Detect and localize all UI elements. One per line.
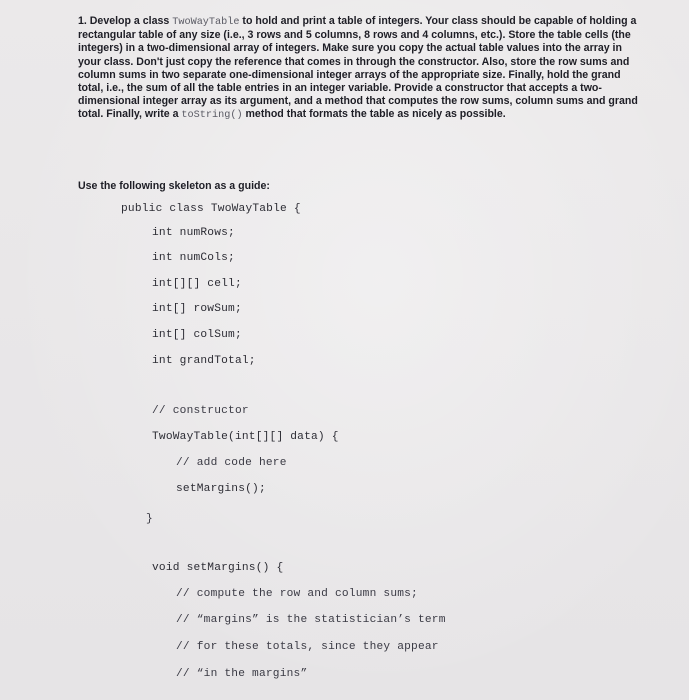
code-call-set-margins: setMargins(); [176, 483, 266, 495]
code-field-cell: int[][] cell; [152, 278, 242, 290]
tostring-inline-code: toString() [181, 110, 243, 122]
code-class-declaration: public class TwoWayTable { [121, 203, 301, 215]
code-field-num-cols: int numCols; [152, 252, 235, 264]
code-field-grand-total: int grandTotal; [152, 355, 256, 367]
code-field-num-rows: int numRows; [152, 227, 235, 239]
code-comment-margins: // “margins” is the statistician’s term [176, 614, 446, 626]
problem-text-middle: to hold and print a table of integers. Your class should be capable of holding a rectangular table of any size (i.e., 3 rows and 5 columns, 8 rows and 4 columns, etc.). Store the table cells (the integers) in a two-dimensional array of integers. Make sure you copy the actual table values into the array in your class. Don't just copy the reference that comes in through the constructor. Also, store the row sums and column sums in two separate one-dimensional integer arrays of the appropriate size. Finally, hold the grand total, i.e., the sum of all the table entries in an integer variable. Provide a constructor that accepts a two-dimensional integer array as its argument, and a method that computes the row sums, column sums and grand total. Finally, write a [78, 15, 638, 121]
code-comment-add-code: // add code here [176, 457, 287, 469]
code-comment-for-these: // for these totals, since they appear [176, 641, 439, 653]
problem-text-end: method that formats the table as nicely as possible. [242, 108, 506, 121]
code-method-signature: void setMargins() { [152, 562, 284, 574]
code-field-row-sum: int[] rowSum; [152, 303, 242, 315]
problem-text-start: 1. Develop a class [78, 15, 173, 27]
problem-statement [78, 15, 638, 123]
code-comment-in-margins: // “in the margins” [176, 668, 308, 680]
code-comment-constructor: // constructor [152, 405, 249, 417]
code-constructor-close-brace: } [146, 513, 153, 525]
skeleton-intro: Use the following skeleton as a guide: [78, 180, 270, 192]
code-comment-compute: // compute the row and column sums; [176, 588, 418, 600]
code-field-col-sum: int[] colSum; [152, 329, 242, 341]
class-name-inline-code: TwoWayTable [172, 17, 240, 28]
code-constructor-signature: TwoWayTable(int[][] data) { [152, 431, 339, 443]
